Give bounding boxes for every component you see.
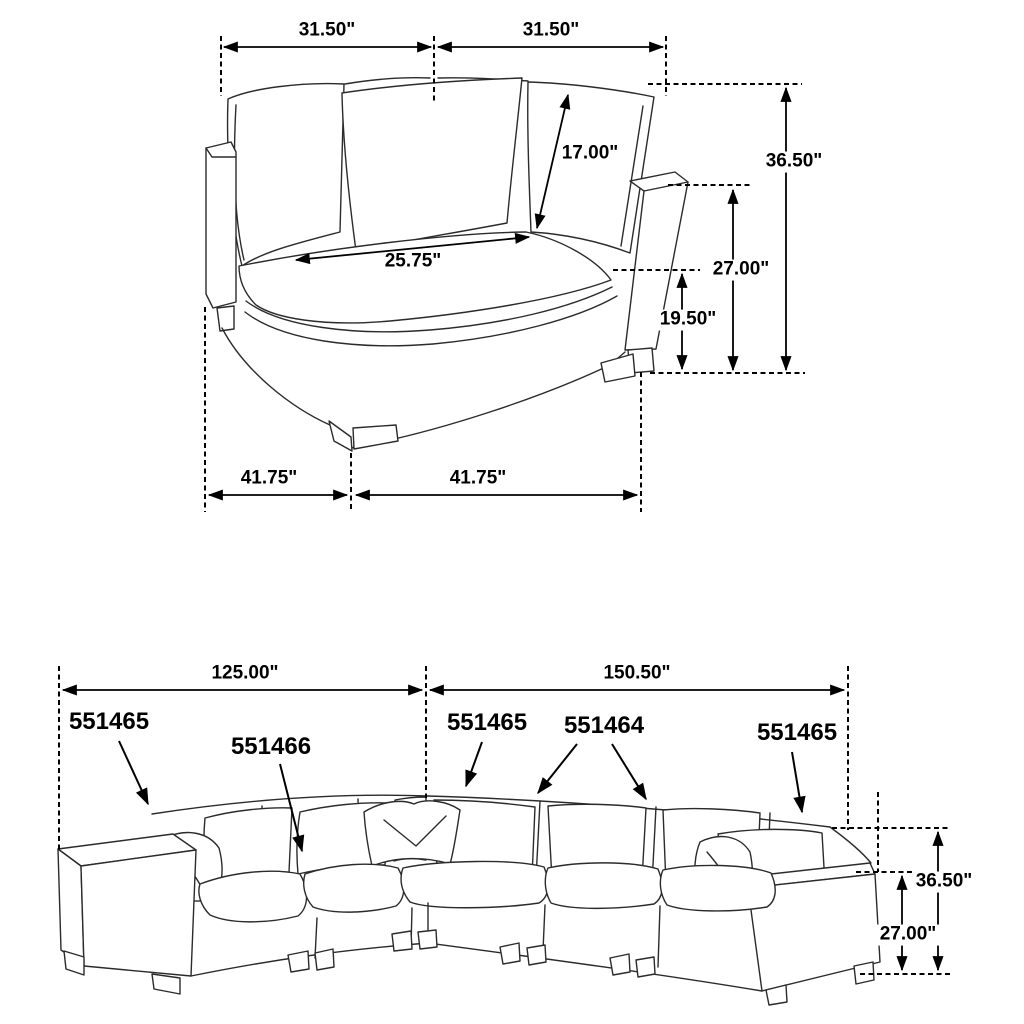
center-pillow <box>342 78 522 251</box>
seat-cushion <box>239 232 611 323</box>
left-legs <box>288 930 437 972</box>
right-base-bottom <box>428 943 762 991</box>
corner-v-pillow <box>364 801 460 866</box>
left-armchair-seat <box>199 871 307 922</box>
sku-middle-armless-chairs: 551464 <box>563 711 645 739</box>
left-arm <box>206 142 236 308</box>
back-width-right-label: 31.50" <box>522 19 580 41</box>
sku-left-arm-chair: 551465 <box>68 707 150 735</box>
base-width-right-label: 41.75" <box>449 467 507 489</box>
left-base-bottom <box>191 943 428 976</box>
front-right-leg <box>353 425 398 449</box>
sectional-left-arm-front <box>81 850 196 976</box>
right-armless2-seat <box>660 865 775 911</box>
right-legs <box>500 943 655 977</box>
sectional-back-right-corner <box>830 827 871 863</box>
base-divisions <box>315 903 660 967</box>
sectional-arm-height-label: 27.00" <box>877 925 940 946</box>
left-back-cushion <box>228 84 344 266</box>
sku-corner-chair: 551465 <box>446 708 528 736</box>
left-arm-leg-b <box>152 974 180 994</box>
sku-armless-chair: 551466 <box>230 732 312 760</box>
back-cushion-length-label: 17.00" <box>559 144 622 165</box>
chair-seat-height-label: 19.50" <box>657 310 720 331</box>
sectional-right-width-label: 150.50" <box>603 662 671 684</box>
right-armless1-seat <box>545 863 662 909</box>
front-left-leg <box>329 421 352 451</box>
right-back-cushion <box>528 82 654 253</box>
corner-chair-drawing <box>206 78 688 451</box>
left-armless-seat <box>304 864 404 912</box>
base-width-left-label: 41.75" <box>240 467 298 489</box>
sku-right-arm-chair: 551465 <box>756 718 838 746</box>
sectional-left-width-label: 125.00" <box>211 662 279 684</box>
corner-seat <box>401 861 548 907</box>
seat-depth-label: 25.75" <box>384 250 442 272</box>
sectional-drawing <box>58 795 880 1005</box>
right-side-leg <box>601 354 635 382</box>
back-width-left-label: 31.50" <box>298 19 356 41</box>
chair-overall-height-label: 36.50" <box>763 152 826 173</box>
left-arm-leg <box>217 306 234 331</box>
sectional-left-arm-side <box>58 849 84 966</box>
sectional-overall-height-label: 36.50" <box>913 872 976 893</box>
chair-arm-height-label: 27.00" <box>710 260 773 281</box>
